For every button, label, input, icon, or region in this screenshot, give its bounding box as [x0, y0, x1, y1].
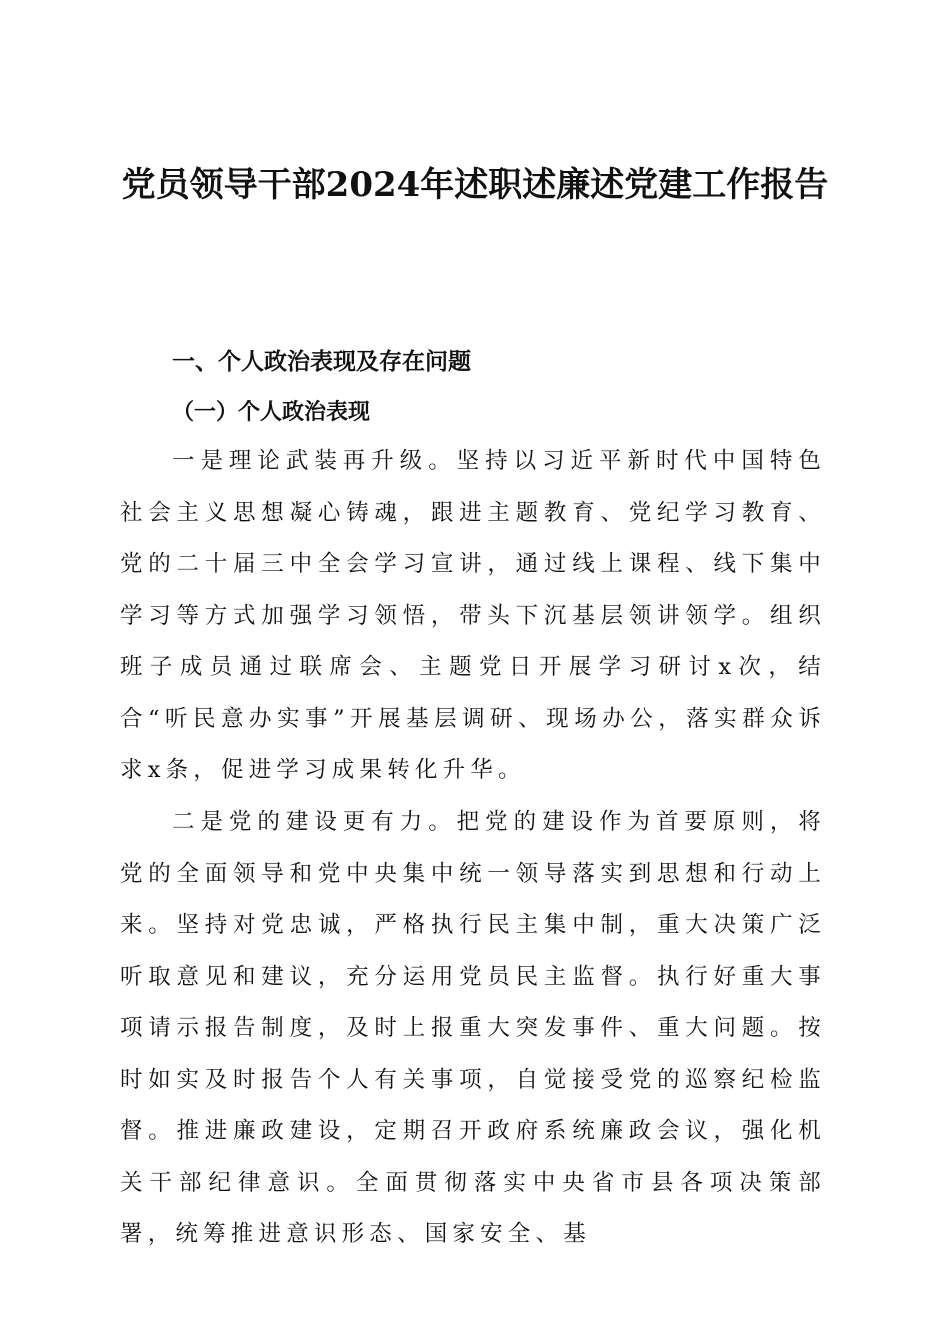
subsection-heading: （一）个人政治表现	[172, 399, 371, 425]
body-paragraph: 一是理论武装再升级。坚持以习近平新时代中国特色社会主义思想凝心铸魂，跟进主题教育、党纪学习教育、党的二十届三中全会学习宣讲，通过线上课程、线下集中学习等方式加强学习领悟，带头下沉基层领讲领学。组织班子成员通过联席会、主题党日开展学习研讨x次，结合“听民意办实事”开展基层调研、现场办公，落实群众诉求x条，促进学习成果转化升华。	[120, 448, 826, 783]
body-paragraph: 二是党的建设更有力。把党的建设作为首要原则，将党的全面领导和党中央集中统一领导落实到思想和行动上来。坚持对党忠诚，严格执行民主集中制，重大决策广泛听取意见和建议，充分运用党员民主监督。执行好重大事项请示报告制度，及时上报重大突发事件、重大问题。按时如实及时报告个人有关事项，自觉接受党的巡察纪检监督。推进廉政建设，定期召开政府系统廉政会议，强化机关干部纪律意识。全面贯彻落实中央省市县各项决策部署，统筹推进意识形态、国家安全、基	[120, 809, 826, 1247]
section-heading: 一、个人政治表现及存在问题	[172, 349, 471, 375]
document-title: 党员领导干部2024年述职述廉述党建工作报告	[121, 165, 829, 205]
